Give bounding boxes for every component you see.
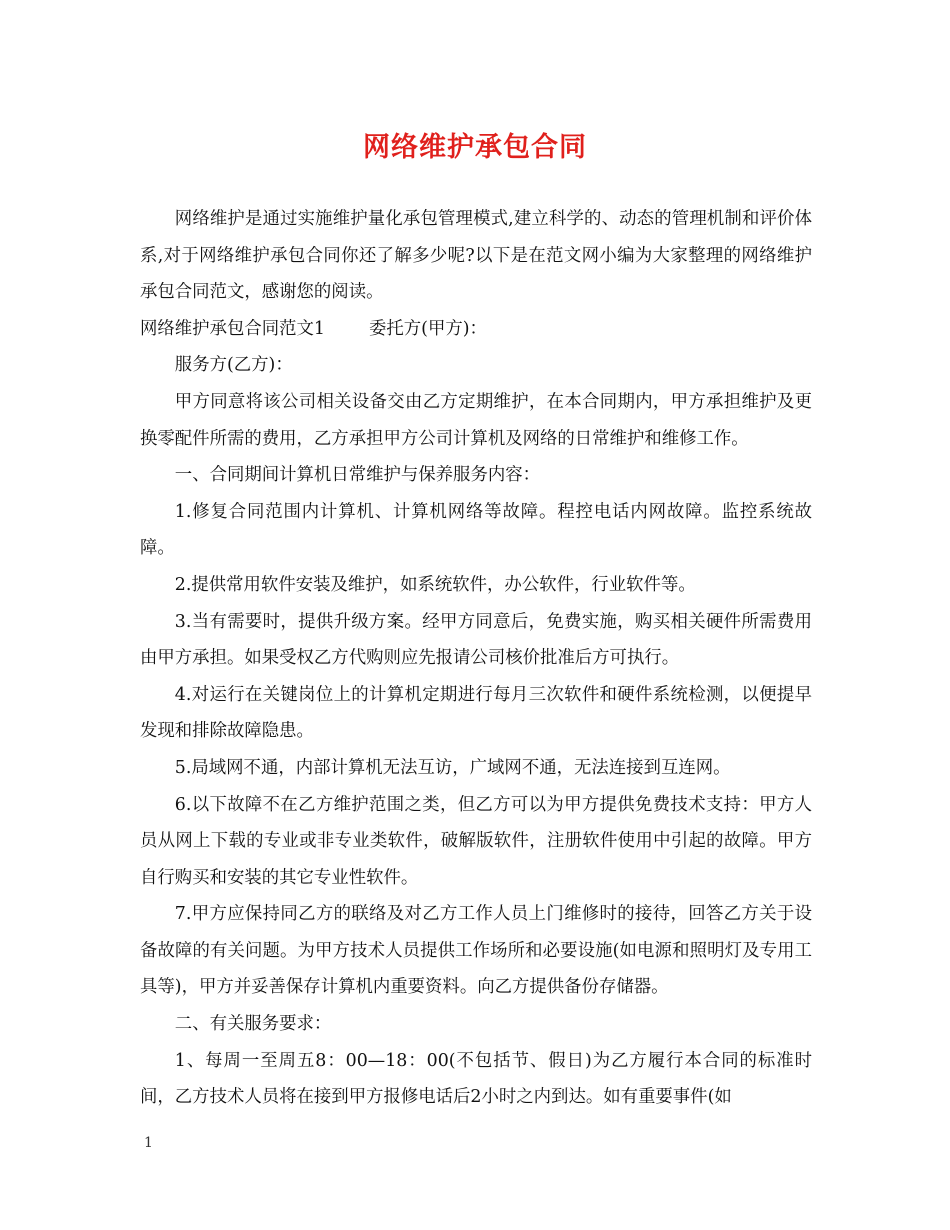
party-a-label: 委托方(甲方)： (368, 318, 487, 339)
section-1-item: 2.提供常用软件安装及维护，如系统软件，办公软件，行业软件等。 (174, 574, 696, 595)
section-1-item: 4.对运行在关键岗位上的计算机定期进行每月三次软件和硬件系统检测，以便提早发现和排除故障隐患。 (140, 684, 812, 742)
section-2-item: 1、每周一至周五8：00—18：00(不包括节、假日)为乙方履行本合同的标准时间，乙方技术人员将在接到甲方报修电话后2小时之内到达。如有重要事件(如 (140, 1050, 812, 1108)
section-1-item: 6.以下故障不在乙方维护范围之类，但乙方可以为甲方提供免费技术支持：甲方人员从网上下载的专业或非专业类软件，破解版软件，注册软件使用中引起的故障。甲方自行购买和安装的其它专业性软件。 (140, 794, 812, 888)
document-title: 网络维护承包合同 (363, 132, 587, 163)
document-body (140, 201, 812, 1116)
sample-heading: 网络维护承包合同范文1 (140, 318, 325, 339)
section-1-item: 3.当有需要时，提供升级方案。经甲方同意后，免费实施，购买相关硬件所需费用由甲方承担。如果受权乙方代购则应先报请公司核价批准后方可执行。 (140, 611, 812, 669)
page-number: 1 (144, 1135, 153, 1151)
intro-paragraph: 网络维护是通过实施维护量化承包管理模式,建立科学的、动态的管理机制和评价体系,对于网络维护承包合同你还了解多少呢?以下是在范文网小编为大家整理的网络维护承包合同范文，感谢您的阅读。 (140, 209, 812, 303)
sample-heading-line (140, 311, 812, 348)
section-2-title: 二、有关服务要求： (174, 1014, 332, 1035)
party-b-label: 服务方(乙方)： (174, 355, 293, 376)
section-1-item: 7.甲方应保持同乙方的联络及对乙方工作人员上门维修时的接待，回答乙方关于设备故障的有关问题。为甲方技术人员提供工作场所和必要设施(如电源和照明灯及专用工具等)，甲方并妥善保存计算机内重要资料。向乙方提供备份存储器。 (140, 904, 812, 998)
section-1-item: 1.修复合同范围内计算机、计算机网络等故障。程控电话内网故障。监控系统故障。 (140, 501, 812, 559)
agreement-paragraph: 甲方同意将该公司相关设备交由乙方定期维护，在本合同期内，甲方承担维护及更换零配件所需的费用，乙方承担甲方公司计算机及网络的日常维护和维修工作。 (140, 391, 812, 449)
section-1-item: 5.局域网不通，内部计算机无法互访，广域网不通，无法连接到互连网。 (174, 757, 731, 778)
section-1-title: 一、合同期间计算机日常维护与保养服务内容： (174, 465, 541, 486)
